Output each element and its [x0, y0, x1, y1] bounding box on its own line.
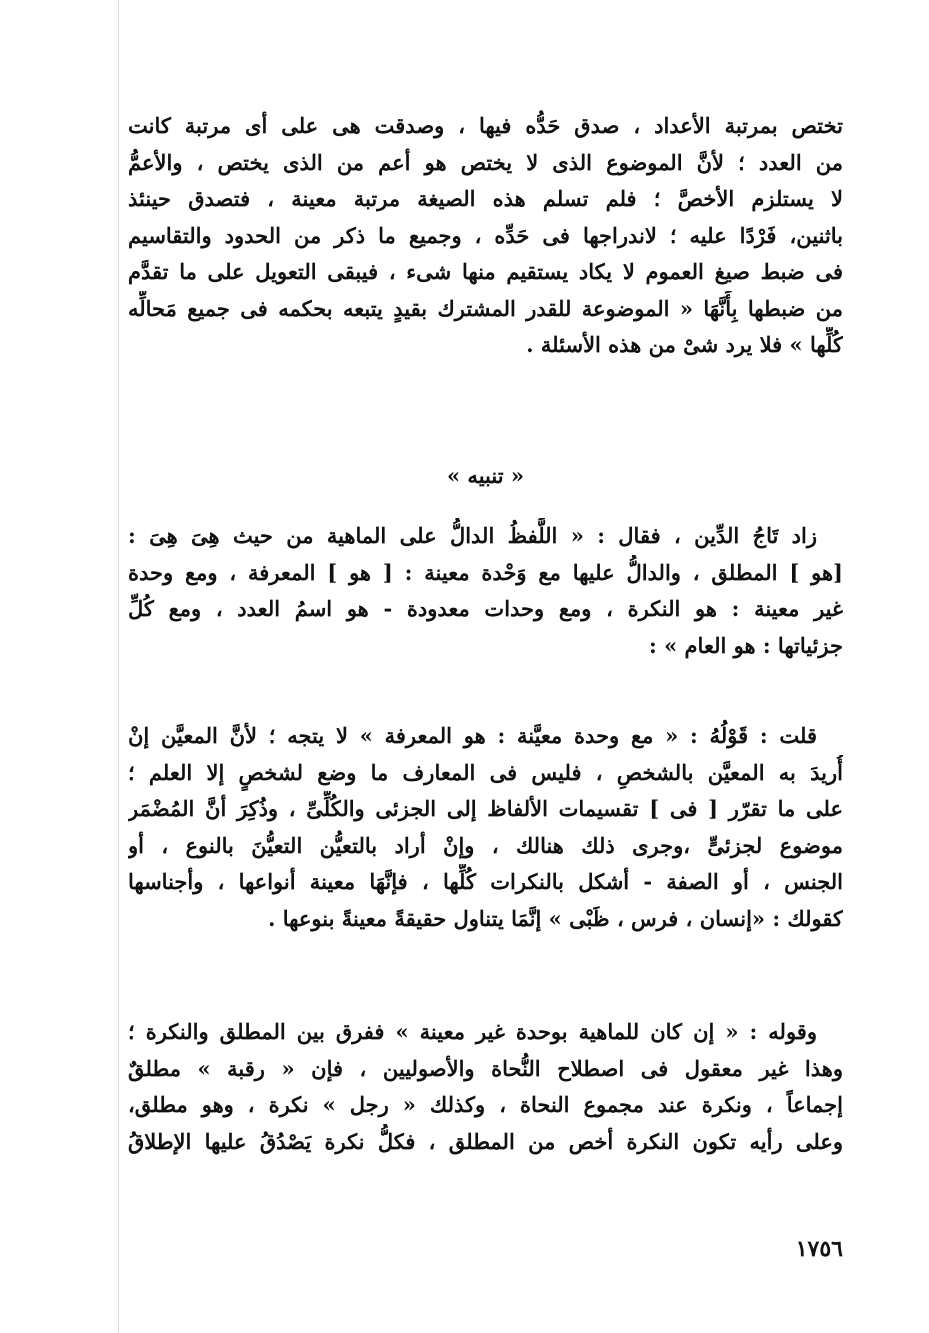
text-line: من العدد ؛ لأنَّ الموضوع الذى لا يختص هو أعم من الذى يختص ، والأعمُّ: [128, 149, 843, 175]
paragraph-3: [128, 718, 843, 937]
text-line: من ضبطها بِأَنَّهَا « الموضوعة للقدر المشترك بقيدٍ يتبعه بحكمه فى جميع مَحالِّه: [128, 295, 843, 321]
text-line: قلت : قَوْلُهُ : « مع وحدة معيَّنة : هو المعرفة » لا يتجه ؛ لأنَّ المعيَّن إنْ: [128, 723, 817, 748]
paragraph-4: [128, 1014, 843, 1160]
text-line: كقولك : «إنسان ، فرس ، ظَبْى » إنَّمَا يتناول حقيقةً معينةً بنوعها .: [268, 905, 843, 931]
section-heading: « تنبيه »: [447, 463, 524, 488]
text-line: لا يستلزم الأخصَّ ؛ فلم تسلم هذه الصيغة مرتبة معينة ، فتصدق حينئذ: [128, 186, 843, 211]
paragraph-2: [128, 518, 843, 664]
text-line: باثنين، فَرْدًا عليه ؛ لاندراجها فى حَدِّه ، وجميع ما ذكر من الحدود والتقاسيم: [128, 222, 843, 248]
page-number: ١٧٥٦: [795, 1236, 843, 1262]
text-line: أُريدَ به المعيَّن بالشخصِ ، فليس فى المعارف ما وضع لشخصٍ إلا العلم ؛: [128, 759, 843, 785]
text-line: [هو ] المطلق ، والدالُّ عليها مع وَحْدة معينة : [ هو ] المعرفة ، ومع وحدة: [128, 559, 843, 585]
text-line: إجماعاً ، ونكرة عند مجموع النحاة ، وكذلك « رجل » نكرة ، وهو مطلق،: [128, 1092, 843, 1117]
text-line: وعلى رأيه تكون النكرة أخص من المطلق ، فكلُّ نكرة يَصْدُقُ عليها الإطلاقُ: [128, 1128, 843, 1154]
text-line: الجنس ، أو الصفة - أشكل بالنكرات كُلِّها ، فإنَّهَا معينة أنواعها ، وأجناسها: [128, 869, 843, 894]
text-line: كُلِّها » فلا يرد شىْ من هذه الأسئلة .: [526, 332, 843, 357]
scan-page-edge: [118, 0, 119, 1333]
text-line: زاد تَاجُ الدِّين ، فقال : « اللَّفظُ الدالُّ على الماهية من حيث هِىَ هِىَ :: [128, 523, 817, 548]
text-line: جزئياتها : هو العام » :: [649, 632, 843, 658]
text-line: تختص بمرتبة الأعداد ، صدق حَدُّه فيها ، وصدقت هى على أى مرتبة كانت: [128, 113, 843, 138]
text-line: فى ضبط صيغ العموم لا يكاد يستقيم منها شىء ، فيبقى التعويل على ما تقدَّم: [128, 259, 843, 284]
paragraph-1: [128, 108, 843, 364]
text-line: وهذا غير معقول فى اصطلاح النُّحاة والأصوليين ، فإن « رقبة » مطلقٌ: [128, 1055, 843, 1081]
text-line: موضوع لجزئىٍّ ،وجرى ذلك هنالك ، وإنْ أراد بالتعيُّن التعيُّنَ بالنوع ، أو: [128, 832, 843, 858]
text-line: وقوله : « إن كان للماهية بوحدة غير معينة » ففرق بين المطلق والنكرة ؛: [128, 1019, 817, 1044]
text-line: غير معينة : هو النكرة ، ومع وحدات معدودة - هو اسمُ العدد ، ومع كُلِّ: [128, 596, 843, 621]
text-line: على ما تقرّر [ فى ] تقسيمات الألفاظ إلى الجزئى والكُلِّىِّ ، وذُكِرَ أنَّ المُضْمَر: [128, 796, 843, 821]
